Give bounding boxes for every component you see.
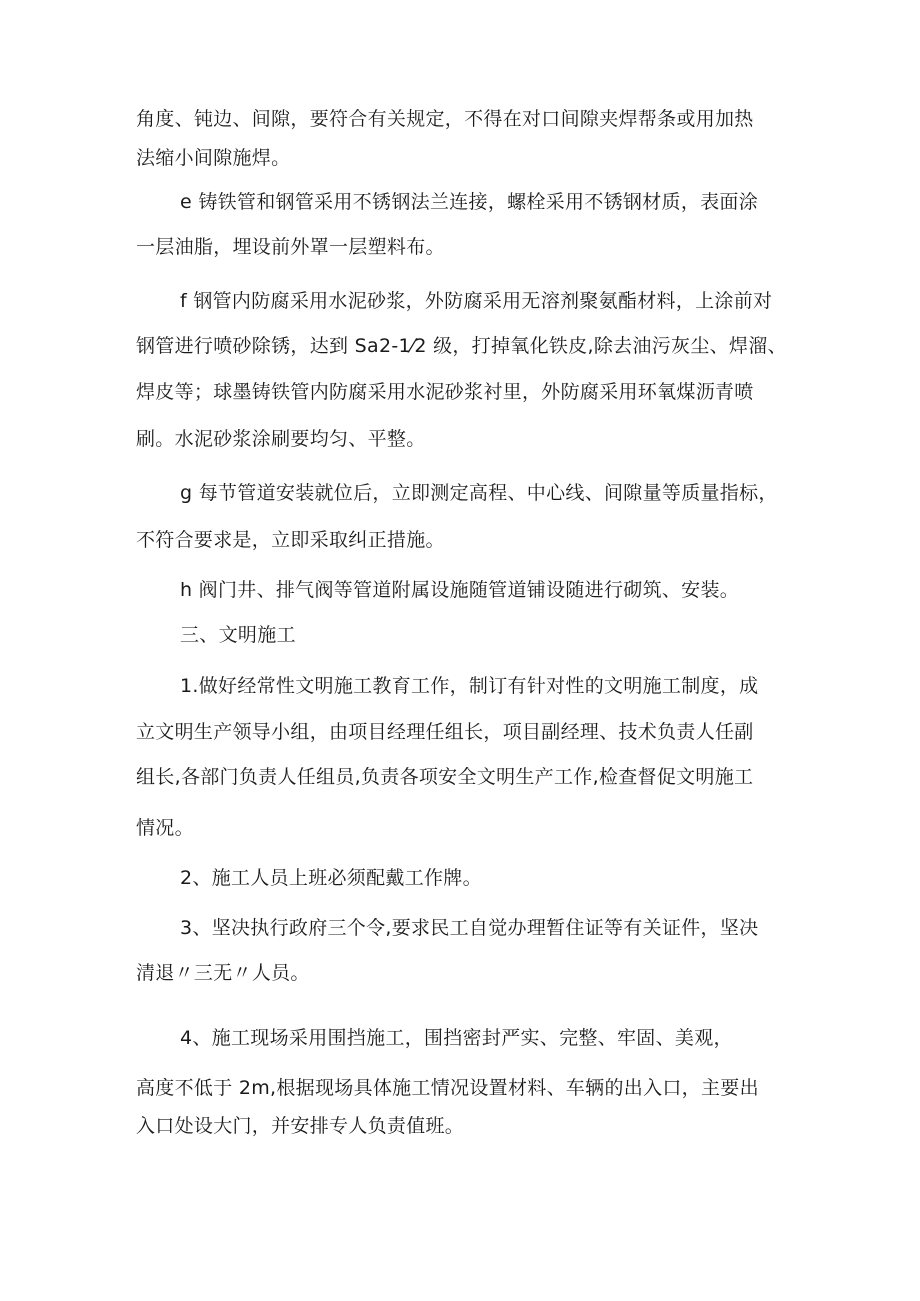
paragraph-line: 组长,各部门负责人任组员,负责各项安全文明生产工作,检查督促文明施工: [136, 766, 754, 788]
paragraph-line: 入口处设大门，并安排专人负责值班。: [136, 1115, 465, 1137]
paragraph-line: 2、施工人员上班必须配戴工作牌。: [180, 867, 482, 889]
paragraph-line: 情况。: [136, 817, 194, 839]
paragraph-line: 立文明生产领导小组，由项目经理任组长，项目副经理、技术负责人任副: [136, 721, 754, 743]
paragraph-line: 4、施工现场采用围挡施工，围挡密封严实、完整、牢固、美观，: [180, 1027, 733, 1049]
paragraph-line: 角度、钝边、间隙，要符合有关规定，不得在对口间隙夹焊帮条或用加热: [136, 108, 754, 130]
paragraph-line: 不符合要求是，立即采取纠正措施。: [136, 529, 445, 551]
paragraph-line: 一层油脂，埋设前外罩一层塑料布。: [136, 236, 445, 258]
paragraph-line: e 铸铁管和钢管采用不锈钢法兰连接，螺栓采用不锈钢材质，表面涂: [180, 191, 759, 213]
paragraph-line: 钢管进行喷砂除锈，达到 Sa2-1⁄2 级，打掉氧化铁皮,除去油污灰尘、焊溜、: [136, 335, 787, 357]
paragraph-line: 法缩小间隙施焊。: [136, 147, 291, 169]
section-heading: 三、文明施工: [180, 624, 296, 646]
paragraph-line: 1.做好经常性文明施工教育工作，制订有针对性的文明施工制度，成: [180, 675, 759, 697]
paragraph-line: 高度不低于 2m,根据现场具体施工情况设置材料、车辆的出入口，主要出: [136, 1077, 759, 1099]
paragraph-line: f 钢管内防腐采用水泥砂浆，外防腐采用无溶剂聚氨酯材料，上涂前对: [180, 290, 773, 312]
paragraph-line: h 阀门井、排气阀等管道附属设施随管道铺设随进行砌筑、安装。: [180, 579, 740, 601]
paragraph-line: 清退〃三无〃人员。: [136, 962, 310, 984]
paragraph-line: 焊皮等；球墨铸铁管内防腐采用水泥砂浆衬里，外防腐采用环氧煤沥青喷: [136, 381, 754, 403]
paragraph-line: 刷。水泥砂浆涂刷要均匀、平整。: [136, 428, 426, 450]
paragraph-line: 3、坚决执行政府三个令,要求民工自觉办理暂住证等有关证件，坚决: [180, 917, 759, 939]
paragraph-line: g 每节管道安装就位后，立即测定高程、中心线、间隙量等质量指标，: [180, 482, 778, 504]
